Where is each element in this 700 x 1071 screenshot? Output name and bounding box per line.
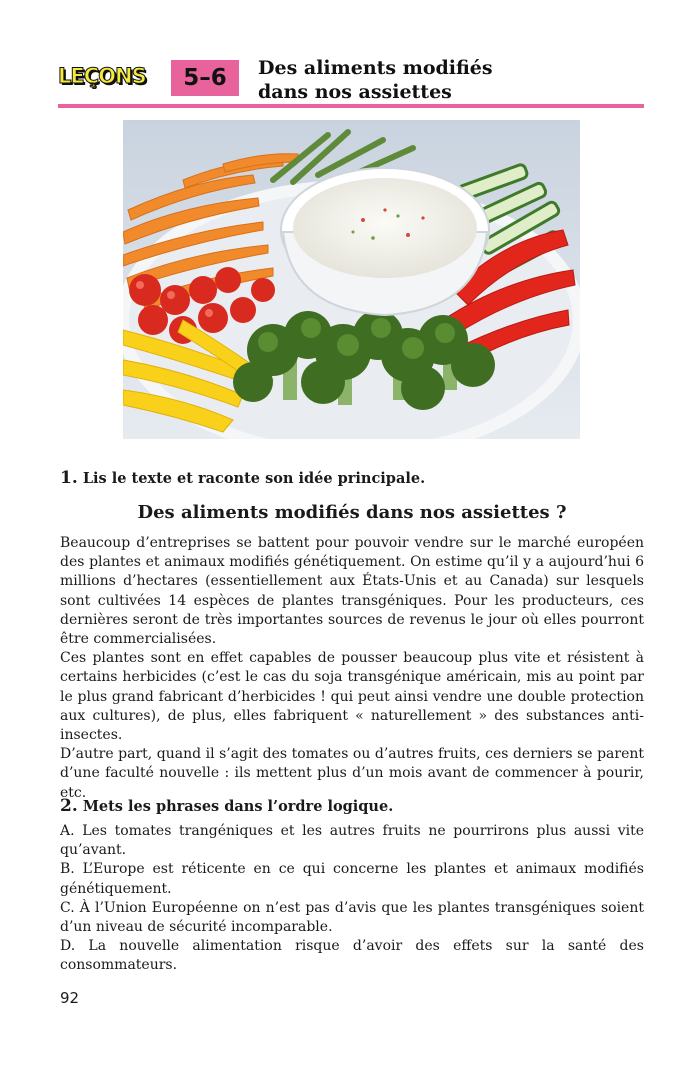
- lesson-number-badge: [171, 60, 239, 96]
- article-paragraph-2: Ces plantes sont en effet capables de pousser beaucoup plus vite et résistent à certains herbicides (c’est le cas du soja transgénique américain, mis au point par le plus grand fabricant d’herbicides ! qui peut ainsi vendre une double protection aux cultures), de plus, elles fabriquent « naturellement » des substances anti-insectes.: [60, 650, 644, 744]
- task-2-instruction: Mets les phrases dans l’ordre logique.: [82, 798, 394, 815]
- vegetable-platter-photo: [123, 120, 580, 439]
- task-1: [60, 468, 644, 488]
- lesson-header: [58, 56, 644, 108]
- lesson-title-line2: dans nos assiettes: [258, 81, 452, 103]
- task-1-number: 1.: [60, 468, 78, 488]
- lesson-title: [258, 56, 493, 104]
- sentence-d: D. La nouvelle alimentation risque d’avoir des effets sur la santé des consommateurs.: [60, 938, 644, 974]
- lesson-number: 5–6: [183, 65, 227, 91]
- sentence-list: [60, 822, 644, 976]
- article-paragraph-3: D’autre part, quand il s’agit des tomates ou d’autres fruits, ces derniers se parent d’une faculté nouvelle : ils mettent plus d’un mois avant de commencer à pourir, etc.: [60, 746, 644, 801]
- page-number: 92: [60, 989, 80, 1007]
- header-divider: [58, 104, 644, 108]
- sentence-b: B. L’Europe est réticente en ce qui concerne les plantes et animaux modifiés génétiquement.: [60, 861, 644, 897]
- task-2: [60, 796, 644, 816]
- article-paragraph-1: Beaucoup d’entreprises se battent pour pouvoir vendre sur le marché européen des plantes et animaux modifiés génétiquement. On estime qu’il y a aujourd’hui 6 millions d’hectares (essentiellement aux États-Unis et au Canada) sur lesquels sont cultivées 14 espèces de plantes transgéniques. Pour les producteurs, ces dernières seront de très importantes sources de revenus le jour où elles pourront être commercialisées.: [60, 535, 644, 648]
- sentence-c: C. À l’Union Européenne on n’est pas d’avis que les plantes transgéniques soient d’un niveau de sécurité incomparable.: [60, 899, 644, 936]
- article-body: [60, 534, 644, 803]
- article-title: Des aliments modifiés dans nos assiettes ?: [137, 502, 567, 523]
- sentence-a: A. Les tomates trangéniques et les autres fruits ne pourrirons plus aussi vite qu’avant.: [60, 823, 644, 859]
- section-label: LEÇONS: [58, 64, 146, 88]
- task-2-number: 2.: [60, 796, 78, 816]
- task-1-instruction: Lis le texte et raconte son idée principale.: [82, 470, 426, 487]
- lesson-title-line1: Des aliments modifiés: [258, 57, 493, 79]
